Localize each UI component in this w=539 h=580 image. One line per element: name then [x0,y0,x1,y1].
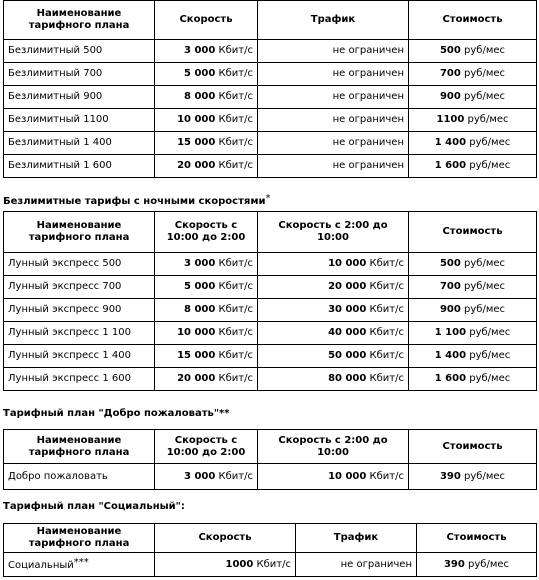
header-plan-name: Наименование тарифного плана [4,1,155,40]
speed-unit: Кбит/с [218,327,253,338]
header-price: Стоимость [409,430,537,464]
traffic-cell: не ограничен [258,40,409,63]
plan-name: Безлимитный 500 [4,40,155,63]
price-cell [409,368,537,391]
price-value: 700 [439,68,461,79]
price-value: 1 400 [434,350,467,361]
plan-name: Социальный [8,560,74,571]
traffic-cell: не ограничен [258,155,409,178]
speed-cell [155,40,258,63]
price-cell [409,86,537,109]
plan-name: Лунный экспресс 1 600 [4,368,155,391]
speed-unit: Кбит/с [218,373,253,384]
table-row [4,276,537,299]
day-speed-cell [155,276,258,299]
header-speed: Скорость [155,1,258,40]
section-title-text: Тарифный план "Добро пожаловать" [3,408,220,419]
header-price: Стоимость [409,1,537,40]
speed-unit: Кбит/с [369,258,404,269]
table-row [4,553,537,577]
plan-name: Безлимитный 1 400 [4,132,155,155]
day-speed-value: 3 000 [184,258,216,269]
speed-unit: Кбит/с [218,470,253,482]
speed-unit: Кбит/с [218,137,253,148]
price-value: 1 400 [434,137,467,148]
price-cell [409,464,537,490]
day-speed-value: 20 000 [177,373,216,384]
footnote-mark: *** [73,557,89,568]
night-speed-value: 10 000 [328,470,367,482]
header-plan-name: Наименование тарифного плана [4,524,155,553]
header-day-speed: Скорость с 10:00 до 2:00 [155,430,258,464]
price-cell [417,553,537,577]
traffic-cell: не ограничен [258,86,409,109]
speed-cell [155,109,258,132]
night-speed-cell [258,368,409,391]
header-traffic: Трафик [296,524,417,553]
table-header-row [4,212,537,253]
speed-unit: Кбит/с [218,45,253,56]
traffic-cell: не ограничен [258,63,409,86]
unlimited-tariffs-table [3,0,537,178]
speed-unit: Кбит/с [369,470,404,482]
plan-name: Лунный экспресс 1 400 [4,345,155,368]
table-row [4,253,537,276]
speed-unit: Кбит/с [369,281,404,292]
speed-unit: Кбит/с [369,327,404,338]
night-speed-value: 50 000 [328,350,367,361]
header-night-speed: Скорость с 2:00 до 10:00 [258,212,409,253]
table-row [4,155,537,178]
price-unit: руб/мес [464,45,506,56]
plan-name: Лунный экспресс 700 [4,276,155,299]
table-header-row [4,430,537,464]
table-row [4,86,537,109]
day-speed-value: 3 000 [184,470,216,482]
plan-name: Лунный экспресс 900 [4,299,155,322]
speed-value: 1000 [225,558,254,570]
traffic-cell: не ограничен [258,132,409,155]
price-unit: руб/мес [469,137,511,148]
price-value: 700 [439,281,461,292]
day-speed-cell [155,345,258,368]
speed-unit: Кбит/с [218,304,253,315]
table-row [4,132,537,155]
table-header-row [4,524,537,553]
header-plan-name: Наименование тарифного плана [4,430,155,464]
price-unit: руб/мес [469,373,511,384]
price-cell [409,40,537,63]
table-row [4,63,537,86]
speed-value: 8 000 [184,91,216,102]
price-cell [409,132,537,155]
table-row [4,299,537,322]
speed-value: 15 000 [177,137,216,148]
speed-unit: Кбит/с [256,558,291,570]
social-plan-table [3,523,537,577]
plan-name: Добро пожаловать [4,464,155,490]
night-speed-section-title [3,193,271,208]
speed-cell [155,86,258,109]
speed-unit: Кбит/с [218,258,253,269]
price-value: 1 600 [434,373,467,384]
speed-cell [155,63,258,86]
price-value: 390 [443,558,465,570]
price-cell [409,299,537,322]
price-unit: руб/мес [464,304,506,315]
table-header-row [4,1,537,40]
speed-cell [155,553,296,577]
speed-unit: Кбит/с [369,350,404,361]
header-price: Стоимость [409,212,537,253]
speed-unit: Кбит/с [218,114,253,125]
price-value: 900 [439,304,461,315]
day-speed-value: 8 000 [184,304,216,315]
night-speed-cell [258,464,409,490]
price-cell [409,345,537,368]
price-value: 1100 [436,114,465,125]
day-speed-cell [155,464,258,490]
night-speed-value: 30 000 [328,304,367,315]
price-cell [409,155,537,178]
price-cell [409,109,537,132]
plan-name: Безлимитный 900 [4,86,155,109]
footnote-mark: ** [219,408,230,419]
price-unit: руб/мес [464,258,506,269]
day-speed-cell [155,368,258,391]
day-speed-cell [155,322,258,345]
price-unit: руб/мес [469,350,511,361]
price-unit: руб/мес [467,114,509,125]
plan-name: Безлимитный 700 [4,63,155,86]
speed-value: 10 000 [177,114,216,125]
welcome-plan-table [3,429,537,490]
plan-name: Безлимитный 1 600 [4,155,155,178]
table-row [4,109,537,132]
speed-unit: Кбит/с [218,68,253,79]
night-speed-value: 10 000 [328,258,367,269]
day-speed-value: 5 000 [184,281,216,292]
night-speed-value: 40 000 [328,327,367,338]
footnote-mark: * [265,193,271,204]
plan-name: Лунный экспресс 1 100 [4,322,155,345]
header-traffic: Трафик [258,1,409,40]
speed-unit: Кбит/с [218,281,253,292]
header-speed: Скорость [155,524,296,553]
table-row [4,368,537,391]
plan-name: Лунный экспресс 500 [4,253,155,276]
price-unit: руб/мес [468,558,510,570]
table-row [4,40,537,63]
speed-unit: Кбит/с [369,373,404,384]
table-row [4,464,537,490]
night-speed-cell [258,299,409,322]
night-speed-cell [258,276,409,299]
traffic-cell: не ограничен [258,109,409,132]
night-speed-value: 20 000 [328,281,367,292]
price-unit: руб/мес [464,470,506,482]
speed-value: 5 000 [184,68,216,79]
night-speed-tariffs-table [3,211,537,391]
price-value: 900 [439,91,461,102]
price-unit: руб/мес [469,160,511,171]
header-plan-name: Наименование тарифного плана [4,212,155,253]
night-speed-value: 80 000 [328,373,367,384]
night-speed-cell [258,345,409,368]
header-price: Стоимость [417,524,537,553]
price-value: 500 [439,45,461,56]
table-row [4,345,537,368]
traffic-cell: не ограничен [296,553,417,577]
table-row [4,322,537,345]
price-unit: руб/мес [464,281,506,292]
price-value: 500 [439,258,461,269]
header-day-speed: Скорость с 10:00 до 2:00 [155,212,258,253]
price-value: 390 [439,470,461,482]
header-night-speed: Скорость с 2:00 до 10:00 [258,430,409,464]
plan-name: Безлимитный 1100 [4,109,155,132]
day-speed-value: 15 000 [177,350,216,361]
price-cell [409,253,537,276]
speed-value: 3 000 [184,45,216,56]
night-speed-cell [258,322,409,345]
price-unit: руб/мес [464,91,506,102]
speed-unit: Кбит/с [218,350,253,361]
price-cell [409,276,537,299]
speed-cell [155,155,258,178]
speed-unit: Кбит/с [369,304,404,315]
price-cell [409,322,537,345]
section-title-text: Безлимитные тарифы с ночными скоростями [3,196,266,207]
welcome-plan-section-title [3,408,230,420]
night-speed-cell [258,253,409,276]
speed-unit: Кбит/с [218,91,253,102]
day-speed-cell [155,253,258,276]
price-cell [409,63,537,86]
speed-cell [155,132,258,155]
plan-name-cell [4,553,155,577]
price-value: 1 100 [434,327,467,338]
speed-value: 20 000 [177,160,216,171]
day-speed-cell [155,299,258,322]
price-unit: руб/мес [469,327,511,338]
day-speed-value: 10 000 [177,327,216,338]
price-unit: руб/мес [464,68,506,79]
social-plan-section-title: Тарифный план "Социальный": [3,501,185,512]
price-value: 1 600 [434,160,467,171]
speed-unit: Кбит/с [218,160,253,171]
